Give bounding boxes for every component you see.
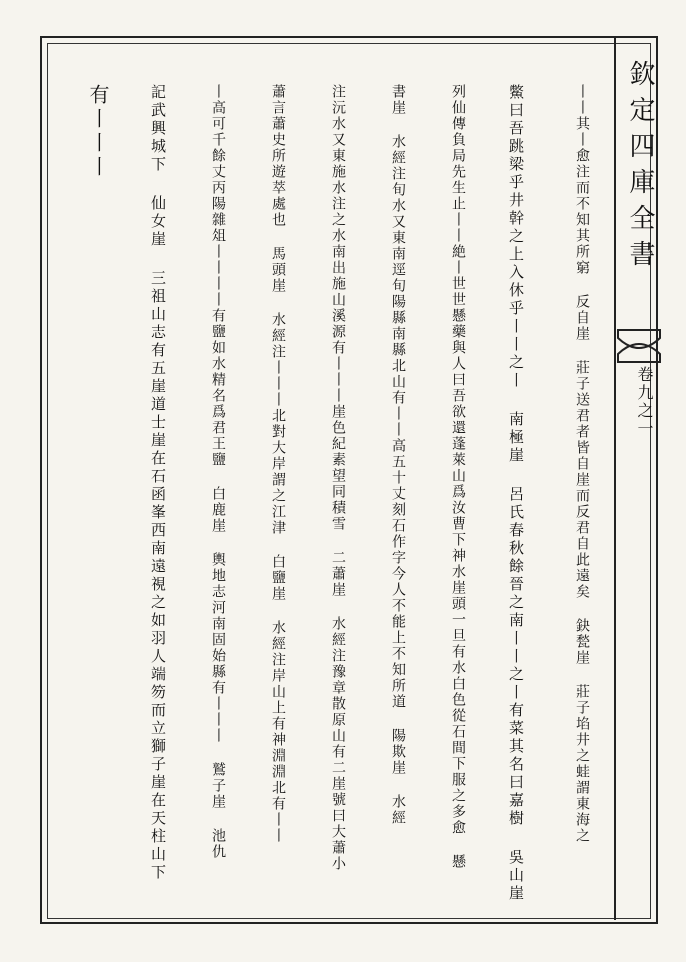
margin-column	[614, 36, 664, 920]
text-column-8	[138, 84, 178, 904]
text-column-2	[496, 84, 536, 904]
text-column-7	[198, 84, 238, 904]
text-column-9	[78, 84, 118, 904]
column-text: 鱉曰吾跳梁乎井幹之上入休乎丨丨之丨 南極崖 呂氏春秋餘晉之南丨丨之丨有菜其名曰嘉樹 吳山崖	[507, 84, 525, 903]
fish-tail-mark-icon	[616, 328, 662, 364]
text-column-1	[562, 84, 602, 904]
column-text: 蕭言蕭史所遊萃處也 馬頭崖 水經注丨丨丨北對大岸謂之江津 白鹽崖 水經注岸山上有神淵淵北有丨丨	[270, 84, 286, 844]
column-text: 列仙傳負局先生止丨丨絶丨世世懸藥與人曰吾欲還蓬萊山爲汝曹下神水崖頭一旦有水白色從石間下服之多愈 懸	[450, 84, 466, 870]
column-text: 有丨丨丨	[86, 84, 110, 180]
text-column-5	[318, 84, 358, 904]
page	[40, 36, 664, 926]
column-text: 注沅水又東施水注之水南出施山溪源有丨丨丨崖色紀素望同積雪 二蕭崖 水經注豫章散原山有二崖號曰大蕭小	[330, 84, 346, 872]
column-text: 丨丨其丨愈注而不知其所窮 反自崖 莊子送君者皆自崖而反君自此遠矣 鈌甃崖 莊子埳井之蛙謂東海之	[574, 84, 590, 844]
column-text: 丨高可千餘丈丙陽雜俎丨丨丨丨有鹽如水精名爲君王鹽 白鹿崖 輿地志河南固始縣有丨丨丨 鷲子崖 池仇	[210, 84, 226, 860]
text-column-6	[258, 84, 298, 904]
column-text: 書崖 水經注旬水又東南逕旬陽縣南縣北山有丨丨高五十丈刻石作字今人不能上不知所道 陽欺崖 水經	[390, 84, 406, 826]
volume-label: 卷九之一	[635, 366, 654, 438]
text-column-3	[438, 84, 478, 904]
book-title: 欽定四庫全書	[625, 60, 655, 276]
text-column-4	[378, 84, 418, 904]
column-text: 記武興城下 仙女崖 三祖山志有五崖道士崖在石函峯西南遠視之如羽人端笏而立獅子崖在天柱山下	[149, 84, 167, 882]
